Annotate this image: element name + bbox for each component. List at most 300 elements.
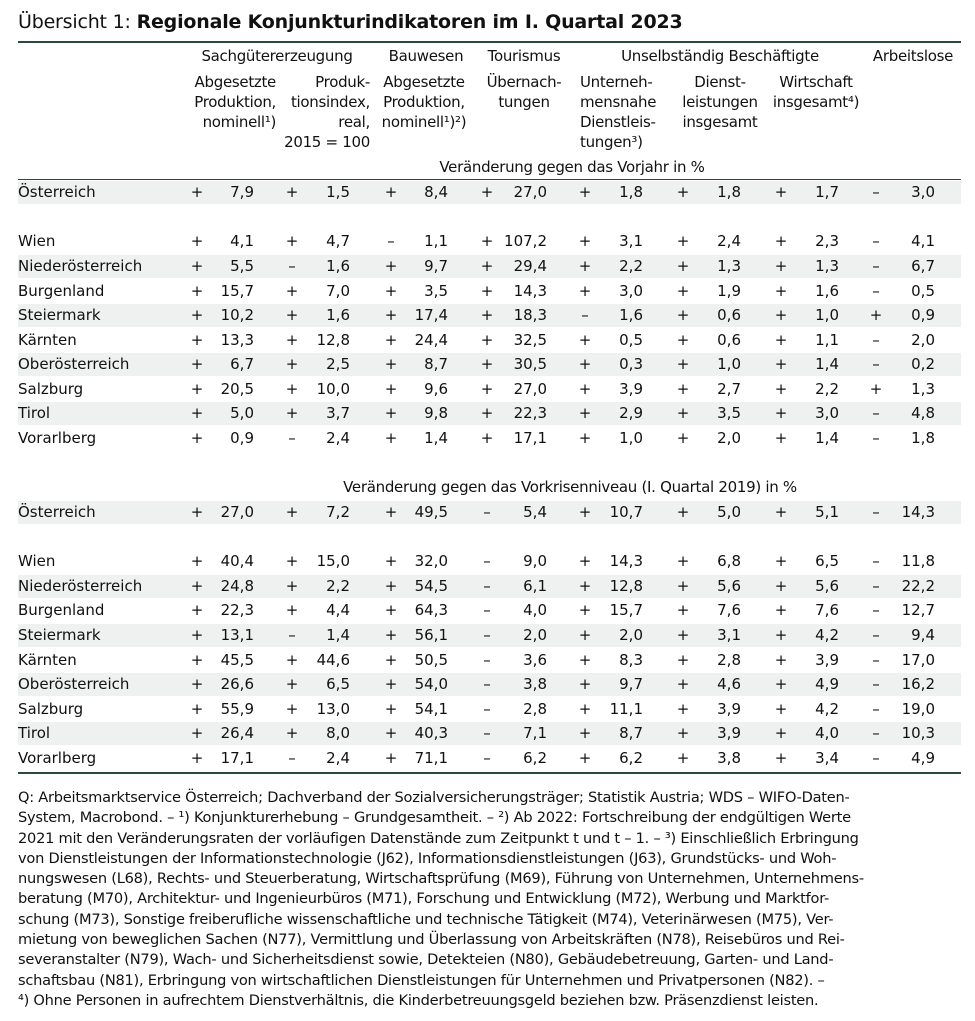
table-row <box>0 427 975 450</box>
cell-value: 2,9 <box>619 404 643 422</box>
cell-sign: + <box>774 282 788 300</box>
cell-sign: – <box>872 331 880 349</box>
cell-value: 1,6 <box>619 306 643 324</box>
cell-sign: + <box>774 306 788 324</box>
cell-value: 1,3 <box>911 380 935 398</box>
cell-value: 1,4 <box>326 626 350 644</box>
cell-sign: + <box>285 282 299 300</box>
cell-value: 17,0 <box>901 651 935 669</box>
cell-value: 1,4 <box>815 355 839 373</box>
table-row <box>0 230 975 253</box>
cell-sign: – <box>872 552 880 570</box>
cell-value: 8,3 <box>619 651 643 669</box>
cell-sign: – <box>872 577 880 595</box>
cell-sign: + <box>869 380 883 398</box>
cell-value: 9,7 <box>619 675 643 693</box>
cell-value: 2,2 <box>815 380 839 398</box>
cell-sign: + <box>190 675 204 693</box>
cell-sign: + <box>676 749 690 767</box>
cell-value: 1,4 <box>424 429 448 447</box>
cell-sign: + <box>384 651 398 669</box>
cell-value: 32,5 <box>513 331 547 349</box>
table-row <box>0 698 975 721</box>
cell-sign: + <box>578 331 592 349</box>
cell-value: 1,8 <box>911 429 935 447</box>
cell-value: 1,1 <box>815 331 839 349</box>
cell-value: 1,8 <box>717 183 741 201</box>
cell-sign: + <box>190 429 204 447</box>
cell-sign: + <box>578 651 592 669</box>
cell-value: 0,9 <box>230 429 254 447</box>
table-row <box>0 501 975 524</box>
cell-value: 3,8 <box>523 675 547 693</box>
cell-sign: + <box>774 601 788 619</box>
cell-value: 3,4 <box>815 749 839 767</box>
cell-sign: + <box>480 355 494 373</box>
cell-sign: + <box>676 232 690 250</box>
cell-sign: + <box>190 601 204 619</box>
row-region-name: Österreich <box>18 503 96 521</box>
cell-value: 10,2 <box>220 306 254 324</box>
table-row <box>0 599 975 622</box>
cell-sign: – <box>288 429 296 447</box>
cell-sign: + <box>384 429 398 447</box>
cell-value: 2,4 <box>326 749 350 767</box>
cell-sign: – <box>872 626 880 644</box>
cell-sign: – <box>872 232 880 250</box>
section-header-vorjahr: Veränderung gegen das Vorjahr in % <box>439 158 705 176</box>
cell-value: 12,8 <box>609 577 643 595</box>
cell-value: 6,7 <box>911 257 935 275</box>
cell-value: 3,9 <box>619 380 643 398</box>
cell-sign: + <box>774 724 788 742</box>
cell-value: 2,4 <box>717 232 741 250</box>
cell-value: 0,6 <box>717 331 741 349</box>
cell-value: 8,7 <box>619 724 643 742</box>
cell-sign: – <box>872 183 880 201</box>
row-region-name: Kärnten <box>18 651 77 669</box>
cell-sign: – <box>872 257 880 275</box>
cell-value: 1,3 <box>815 257 839 275</box>
row-region-name: Vorarlberg <box>18 429 97 447</box>
title-prefix: Übersicht 1: <box>18 11 137 33</box>
cell-value: 1,1 <box>424 232 448 250</box>
cell-sign: + <box>578 577 592 595</box>
cell-sign: + <box>480 429 494 447</box>
cell-sign: + <box>190 232 204 250</box>
cell-sign: + <box>384 355 398 373</box>
row-region-name: Oberösterreich <box>18 675 130 693</box>
cell-value: 19,0 <box>901 700 935 718</box>
cell-sign: + <box>480 257 494 275</box>
cell-value: 24,4 <box>414 331 448 349</box>
col-header-uebernachtungen: Übernach- tungen <box>486 73 562 111</box>
cell-value: 5,4 <box>523 503 547 521</box>
table-row <box>0 550 975 573</box>
table-row <box>0 329 975 352</box>
cell-sign: + <box>285 306 299 324</box>
cell-sign: + <box>578 626 592 644</box>
cell-sign: + <box>384 257 398 275</box>
col-header-bau-produktion: Abgesetzte Produktion, nominell¹)²) <box>381 73 467 131</box>
cell-sign: + <box>285 404 299 422</box>
cell-value: 5,0 <box>717 503 741 521</box>
cell-sign: + <box>774 700 788 718</box>
cell-sign: + <box>774 331 788 349</box>
cell-sign: – <box>483 577 491 595</box>
cell-sign: + <box>384 183 398 201</box>
cell-value: 13,3 <box>220 331 254 349</box>
cell-sign: + <box>578 724 592 742</box>
cell-sign: + <box>384 601 398 619</box>
row-region-name: Wien <box>18 552 56 570</box>
cell-sign: + <box>190 183 204 201</box>
cell-sign: – <box>872 749 880 767</box>
cell-value: 71,1 <box>414 749 448 767</box>
cell-value: 5,6 <box>815 577 839 595</box>
cell-sign: + <box>676 331 690 349</box>
cell-value: 5,6 <box>717 577 741 595</box>
table-row <box>0 673 975 696</box>
cell-sign: + <box>774 552 788 570</box>
row-region-name: Tirol <box>18 724 51 742</box>
cell-value: 54,1 <box>414 700 448 718</box>
cell-value: 11,1 <box>609 700 643 718</box>
table-title <box>18 10 683 34</box>
cell-value: 9,8 <box>424 404 448 422</box>
col-header-unternehmensnahe: Unterneh- mensnahe Dienstleis- tungen³) <box>580 73 657 151</box>
cell-value: 49,5 <box>414 503 448 521</box>
cell-value: 107,2 <box>504 232 547 250</box>
cell-sign: + <box>774 503 788 521</box>
cell-value: 4,8 <box>911 404 935 422</box>
cell-sign: + <box>578 282 592 300</box>
cell-sign: + <box>774 626 788 644</box>
cell-value: 2,0 <box>911 331 935 349</box>
cell-value: 7,0 <box>326 282 350 300</box>
cell-value: 9,4 <box>911 626 935 644</box>
cell-sign: + <box>285 232 299 250</box>
cell-value: 4,7 <box>326 232 350 250</box>
cell-value: 2,5 <box>326 355 350 373</box>
cell-sign: – <box>483 626 491 644</box>
cell-sign: + <box>480 404 494 422</box>
cell-sign: + <box>578 429 592 447</box>
table-row <box>0 747 975 770</box>
cell-sign: + <box>578 552 592 570</box>
cell-value: 45,5 <box>220 651 254 669</box>
cell-sign: + <box>285 700 299 718</box>
cell-value: 4,1 <box>230 232 254 250</box>
cell-sign: + <box>190 355 204 373</box>
cell-sign: + <box>384 380 398 398</box>
cell-sign: + <box>578 601 592 619</box>
row-region-name: Steiermark <box>18 306 101 324</box>
cell-value: 1,3 <box>717 257 741 275</box>
cell-value: 6,8 <box>717 552 741 570</box>
cell-value: 32,0 <box>414 552 448 570</box>
cell-sign: + <box>869 306 883 324</box>
cell-value: 27,0 <box>513 183 547 201</box>
col-header-dienstleistungen: Dienst- leistungen insgesamt <box>682 73 758 131</box>
cell-sign: + <box>190 724 204 742</box>
cell-value: 2,8 <box>717 651 741 669</box>
cell-sign: + <box>774 651 788 669</box>
cell-value: 56,1 <box>414 626 448 644</box>
row-region-name: Salzburg <box>18 700 84 718</box>
cell-value: 9,6 <box>424 380 448 398</box>
group-header-tourismus: Tourismus <box>487 47 561 65</box>
cell-value: 1,0 <box>717 355 741 373</box>
cell-sign: + <box>774 232 788 250</box>
cell-value: 5,0 <box>230 404 254 422</box>
row-region-name: Burgenland <box>18 282 105 300</box>
cell-sign: + <box>676 651 690 669</box>
cell-sign: + <box>285 355 299 373</box>
cell-sign: + <box>676 306 690 324</box>
col-header-abgesetzte: Abgesetzte Produktion, nominell¹) <box>194 73 276 131</box>
cell-sign: – <box>288 626 296 644</box>
cell-sign: + <box>190 749 204 767</box>
cell-sign: + <box>190 626 204 644</box>
table-row <box>0 280 975 303</box>
cell-sign: + <box>285 331 299 349</box>
cell-sign: + <box>676 404 690 422</box>
cell-sign: + <box>676 675 690 693</box>
cell-sign: + <box>285 552 299 570</box>
cell-value: 14,3 <box>513 282 547 300</box>
table-row <box>0 575 975 598</box>
cell-value: 7,1 <box>523 724 547 742</box>
cell-value: 50,5 <box>414 651 448 669</box>
cell-sign: – <box>581 306 589 324</box>
cell-sign: – <box>872 651 880 669</box>
cell-sign: + <box>774 429 788 447</box>
cell-value: 2,7 <box>717 380 741 398</box>
cell-sign: + <box>384 503 398 521</box>
cell-sign: + <box>676 282 690 300</box>
col-header-produktionsindex: Produk- tionsindex, real, 2015 = 100 <box>284 73 370 151</box>
cell-sign: + <box>190 503 204 521</box>
cell-sign: + <box>774 749 788 767</box>
footnote-text: Q: Arbeitsmarktservice Österreich; Dachverband der Sozialversicherungsträger; Statistik Austria; WDS – WIFO-Daten- System, Macrobond. – ¹) Konjunkturerhebung – Grundgesamtheit. – ²) Ab 2022: Fortschreibung der endgültigen Werte 2021 mit den Veränderungsraten der vorläufigen Datenstände zum Zeitpunkt t und t – 1. – ³) Einschließlich Erbringung von Dienstleistungen der Informationstechnologie (J62), Informationsdienstleistungen (J63), Grundstücks- und Woh- nungswesen (L68), Rechts- und Steuerberatung, Wirtschaftsprüfung (M69), Führung von Unternehmen, Unternehmens- beratung (M70), Architektur- und Ingenieurbüros (M71), Forschung und Entwicklung (M72), Werbung und Marktfor- schung (M73), Sonstige freiberufliche wissenschaftliche und technische Tätigkeit (M74), Veterinärwesen (M75), Ver- mietung von beweglichen Sachen (N77), Vermittlung und Überlassung von Arbeitskräften (N78), Reisebüros und Rei- severanstalter (N79), Wach- und Sicherheitsdienst sowie, Detekteien (N80), Gebäudebetreuung, Garten- und Land- schaftsbau (N81), Erbringung von wirtschaftlichen Dienstleistungen für Unternehmen und Privatpersonen (N82). – ⁴) Ohne Personen in aufrechtem Dienstverhältnis, die Kinderbetreuungsgeld beziehen bzw. Präsenzdienst leisten. <box>18 789 864 1009</box>
cell-value: 0,6 <box>717 306 741 324</box>
cell-value: 3,5 <box>424 282 448 300</box>
cell-value: 24,8 <box>220 577 254 595</box>
cell-value: 2,4 <box>326 429 350 447</box>
cell-value: 12,7 <box>901 601 935 619</box>
cell-sign: + <box>285 601 299 619</box>
cell-value: 3,9 <box>717 724 741 742</box>
cell-value: 0,5 <box>619 331 643 349</box>
cell-value: 13,1 <box>220 626 254 644</box>
cell-value: 4,9 <box>815 675 839 693</box>
table-row <box>0 722 975 745</box>
top-rule <box>18 41 961 43</box>
cell-value: 6,5 <box>326 675 350 693</box>
group-header-beschaeftigte: Unselbständig Beschäftigte <box>621 47 819 65</box>
cell-sign: + <box>676 429 690 447</box>
cell-value: 2,0 <box>523 626 547 644</box>
cell-value: 6,1 <box>523 577 547 595</box>
cell-value: 9,0 <box>523 552 547 570</box>
header-rule <box>18 179 961 180</box>
title-main: Regionale Konjunkturindikatoren im I. Quartal 2023 <box>136 11 683 33</box>
cell-sign: + <box>578 700 592 718</box>
cell-value: 11,8 <box>901 552 935 570</box>
cell-sign: – <box>872 675 880 693</box>
cell-sign: + <box>578 183 592 201</box>
cell-value: 9,7 <box>424 257 448 275</box>
cell-sign: + <box>480 306 494 324</box>
cell-value: 8,4 <box>424 183 448 201</box>
cell-sign: + <box>676 257 690 275</box>
cell-sign: + <box>285 503 299 521</box>
table-row <box>0 304 975 327</box>
cell-value: 3,8 <box>717 749 741 767</box>
cell-sign: + <box>384 331 398 349</box>
cell-value: 4,1 <box>911 232 935 250</box>
cell-sign: + <box>384 626 398 644</box>
table-row <box>0 624 975 647</box>
cell-sign: + <box>480 380 494 398</box>
cell-sign: + <box>190 282 204 300</box>
cell-sign: + <box>480 331 494 349</box>
row-region-name: Wien <box>18 232 56 250</box>
cell-sign: + <box>578 380 592 398</box>
cell-sign: + <box>190 257 204 275</box>
cell-value: 3,5 <box>717 404 741 422</box>
cell-value: 22,3 <box>513 404 547 422</box>
cell-sign: + <box>285 651 299 669</box>
cell-sign: + <box>676 577 690 595</box>
cell-sign: + <box>676 626 690 644</box>
cell-value: 64,3 <box>414 601 448 619</box>
cell-value: 10,3 <box>901 724 935 742</box>
cell-sign: + <box>578 675 592 693</box>
cell-sign: – <box>872 700 880 718</box>
cell-sign: + <box>285 675 299 693</box>
cell-value: 1,6 <box>326 257 350 275</box>
cell-sign: + <box>578 749 592 767</box>
cell-sign: – <box>872 503 880 521</box>
cell-value: 5,1 <box>815 503 839 521</box>
cell-value: 1,6 <box>326 306 350 324</box>
cell-sign: – <box>288 257 296 275</box>
cell-value: 0,3 <box>619 355 643 373</box>
row-region-name: Steiermark <box>18 626 101 644</box>
cell-value: 5,5 <box>230 257 254 275</box>
cell-sign: + <box>774 183 788 201</box>
group-header-arbeitslose: Arbeitslose <box>872 47 954 65</box>
cell-value: 4,2 <box>815 626 839 644</box>
cell-sign: – <box>872 355 880 373</box>
row-region-name: Niederösterreich <box>18 577 143 595</box>
cell-sign: + <box>676 724 690 742</box>
cell-value: 2,0 <box>717 429 741 447</box>
cell-sign: – <box>872 601 880 619</box>
cell-value: 17,1 <box>220 749 254 767</box>
row-region-name: Tirol <box>18 404 51 422</box>
cell-sign: + <box>676 503 690 521</box>
footnotes <box>18 788 963 1011</box>
cell-value: 3,9 <box>717 700 741 718</box>
row-region-name: Oberösterreich <box>18 355 130 373</box>
cell-value: 3,0 <box>815 404 839 422</box>
cell-sign: + <box>285 380 299 398</box>
table-row <box>0 378 975 401</box>
cell-sign: + <box>480 232 494 250</box>
cell-value: 40,3 <box>414 724 448 742</box>
cell-value: 1,7 <box>815 183 839 201</box>
row-region-name: Salzburg <box>18 380 84 398</box>
cell-value: 0,9 <box>911 306 935 324</box>
cell-sign: + <box>676 380 690 398</box>
cell-sign: + <box>190 577 204 595</box>
cell-sign: + <box>384 749 398 767</box>
cell-value: 22,2 <box>901 577 935 595</box>
row-region-name: Österreich <box>18 183 96 201</box>
cell-sign: + <box>578 257 592 275</box>
cell-value: 6,2 <box>619 749 643 767</box>
cell-sign: + <box>384 577 398 595</box>
cell-value: 27,0 <box>513 380 547 398</box>
cell-sign: + <box>774 257 788 275</box>
cell-sign: + <box>578 404 592 422</box>
cell-value: 54,0 <box>414 675 448 693</box>
cell-value: 6,5 <box>815 552 839 570</box>
cell-sign: + <box>285 577 299 595</box>
table-row <box>0 255 975 278</box>
cell-sign: + <box>578 503 592 521</box>
cell-sign: + <box>285 724 299 742</box>
cell-sign: + <box>384 675 398 693</box>
cell-sign: + <box>774 577 788 595</box>
cell-value: 2,3 <box>815 232 839 250</box>
group-header-bauwesen: Bauwesen <box>388 47 464 65</box>
cell-value: 2,2 <box>326 577 350 595</box>
cell-sign: – <box>483 601 491 619</box>
cell-value: 7,6 <box>717 601 741 619</box>
cell-sign: + <box>384 306 398 324</box>
cell-sign: – <box>483 724 491 742</box>
cell-sign: + <box>190 552 204 570</box>
cell-value: 8,7 <box>424 355 448 373</box>
cell-value: 0,2 <box>911 355 935 373</box>
cell-value: 15,7 <box>220 282 254 300</box>
cell-value: 55,9 <box>220 700 254 718</box>
table-row <box>0 649 975 672</box>
cell-sign: + <box>676 601 690 619</box>
cell-value: 3,1 <box>619 232 643 250</box>
cell-value: 4,0 <box>523 601 547 619</box>
cell-sign: – <box>483 749 491 767</box>
cell-value: 7,9 <box>230 183 254 201</box>
cell-sign: + <box>190 380 204 398</box>
cell-value: 3,0 <box>619 282 643 300</box>
cell-value: 12,8 <box>316 331 350 349</box>
cell-sign: + <box>384 282 398 300</box>
cell-sign: – <box>872 429 880 447</box>
cell-value: 0,5 <box>911 282 935 300</box>
cell-sign: – <box>483 503 491 521</box>
table-row <box>0 181 975 204</box>
cell-value: 15,0 <box>316 552 350 570</box>
cell-sign: – <box>872 282 880 300</box>
cell-sign: + <box>285 183 299 201</box>
cell-sign: + <box>676 552 690 570</box>
cell-value: 10,7 <box>609 503 643 521</box>
